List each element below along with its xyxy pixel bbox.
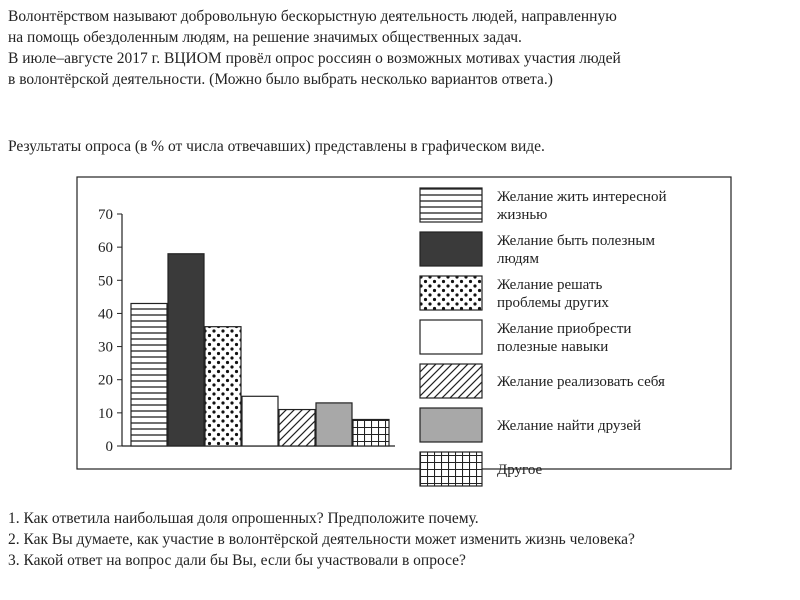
intro-line: на помощь обездоленным людям, на решение значимых общественных задач. bbox=[8, 29, 522, 46]
y-tick-label: 20 bbox=[98, 372, 113, 389]
legend-label-4: полезные навыки bbox=[497, 339, 609, 355]
legend-label-3: проблемы других bbox=[497, 295, 609, 311]
intro-line: Волонтёрством называют добровольную бескорыстную деятельность людей, направленную bbox=[8, 8, 617, 25]
questions-list bbox=[8, 508, 798, 571]
bar-4 bbox=[242, 396, 278, 446]
y-tick-label: 50 bbox=[98, 273, 113, 290]
legend-label-4: Желание приобрести bbox=[497, 321, 632, 337]
legend-label-1: Желание жить интересной bbox=[497, 189, 667, 205]
question-item: 1. Как ответила наибольшая доля опрошенных? Предположите почему. bbox=[8, 510, 479, 527]
question-item: 2. Как Вы думаете, как участие в волонтёрской деятельности может изменить жизнь человека? bbox=[8, 531, 635, 548]
y-tick-label: 40 bbox=[98, 306, 113, 323]
legend-swatch-3 bbox=[420, 276, 482, 310]
bar-2 bbox=[168, 254, 204, 446]
legend-label-7: Другое bbox=[497, 462, 543, 478]
bar-6 bbox=[316, 403, 352, 446]
bar-3 bbox=[205, 327, 241, 446]
bar-7 bbox=[353, 419, 389, 446]
legend-swatch-1 bbox=[420, 188, 482, 222]
results-caption: Результаты опроса (в % от числа отвечавших) представлены в графическом виде. bbox=[8, 138, 545, 155]
y-tick-label: 30 bbox=[98, 339, 113, 356]
y-tick-label: 70 bbox=[98, 207, 113, 223]
bar-5 bbox=[279, 410, 315, 446]
question-item: 3. Какой ответ на вопрос дали бы Вы, если бы участвовали в опросе? bbox=[8, 552, 466, 569]
legend-label-3: Желание решать bbox=[497, 277, 603, 293]
legend-label-6: Желание найти друзей bbox=[497, 418, 642, 434]
legend-swatch-5 bbox=[420, 364, 482, 398]
legend-label-2: людям bbox=[497, 251, 539, 267]
y-tick-label: 60 bbox=[98, 240, 113, 257]
bar-1 bbox=[131, 303, 167, 446]
intro-line: в волонтёрской деятельности. (Можно было выбрать несколько вариантов ответа.) bbox=[8, 71, 553, 88]
legend-swatch-2 bbox=[420, 232, 482, 266]
legend-swatch-6 bbox=[420, 408, 482, 442]
legend-swatch-7 bbox=[420, 452, 482, 486]
legend-swatch-4 bbox=[420, 320, 482, 354]
legend-label-1: жизнью bbox=[497, 207, 548, 223]
y-tick-label: 10 bbox=[98, 405, 113, 422]
legend-label-2: Желание быть полезным bbox=[497, 233, 655, 249]
intro-line: В июле–августе 2017 г. ВЦИОМ провёл опрос россиян о возможных мотивах участия людей bbox=[8, 50, 621, 67]
y-tick-label: 0 bbox=[105, 439, 113, 455]
legend-label-5: Желание реализовать себя bbox=[497, 374, 665, 390]
